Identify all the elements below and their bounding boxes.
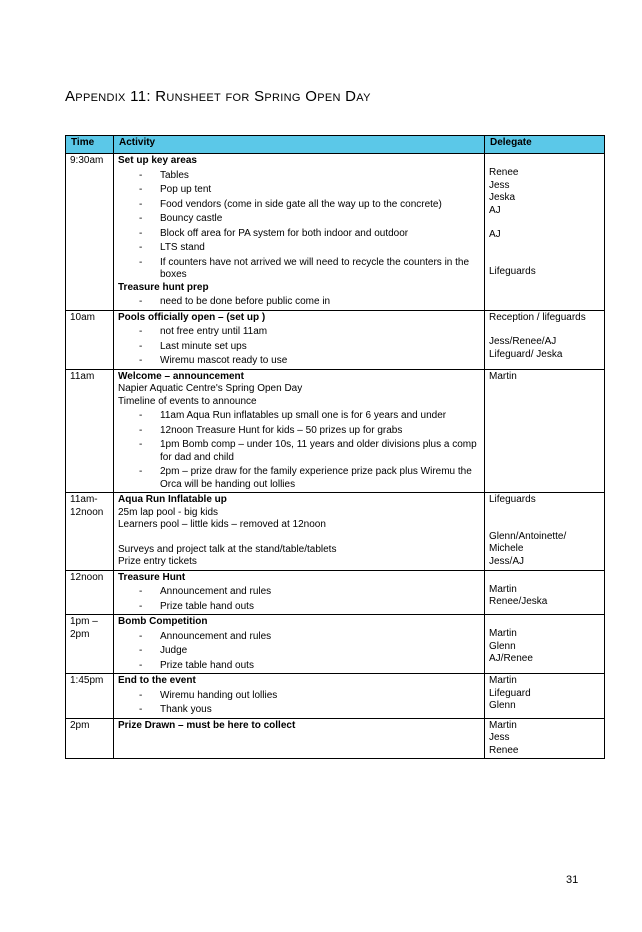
table-row (66, 154, 605, 311)
activity-cell (114, 674, 485, 719)
list-item: - Food vendors (come in side gate all the way up to the concrete) (139, 199, 480, 212)
table-row (66, 718, 605, 759)
column-header-activity: Activity (114, 136, 485, 154)
time-text: 2pm (70, 719, 90, 731)
time-text: 9:30am (70, 155, 104, 166)
delegate-name: Martin (489, 583, 517, 595)
time-text: 1pm – (70, 616, 98, 627)
bullet-list (118, 326, 480, 368)
list-item: - Judge (139, 645, 480, 658)
delegate-name: Jess (489, 732, 510, 743)
delegate-cell (485, 718, 605, 759)
activity-heading: Welcome – announcement (118, 370, 244, 382)
list-item: - Wiremu handing out lollies (139, 690, 480, 703)
time-cell (66, 154, 114, 311)
activity-heading: Bomb Competition (118, 616, 208, 627)
time-cell (66, 718, 114, 759)
bullet-list (118, 410, 480, 491)
activity-text: Surveys and project talk at the stand/table/tablets (118, 543, 337, 555)
time-cell (66, 310, 114, 369)
delegate-name (489, 572, 600, 584)
delegate-name: Glenn (489, 640, 516, 652)
list-item: - 1pm Bomb comp – under 10s, 11 years and older divisions plus a comp for dad and child (139, 439, 480, 464)
list-item: - LTS stand (139, 242, 480, 255)
spacer (118, 532, 480, 544)
delegate-name: Jeska (489, 192, 516, 203)
activity-cell (114, 369, 485, 493)
delegate-name: Lifeguards (489, 265, 536, 277)
list-item: - If counters have not arrived we will need to recycle the counters in the boxes (139, 257, 480, 282)
activity-text: Prize entry tickets (118, 556, 197, 567)
delegate-name (489, 242, 600, 254)
delegate-cell (485, 369, 605, 493)
delegate-name: Lifeguard/ Jeska (489, 348, 563, 360)
delegate-name (489, 217, 600, 229)
activity-heading: Aqua Run Inflatable up (118, 494, 227, 505)
list-item: - Prize table hand outs (139, 601, 480, 614)
table-row (66, 369, 605, 493)
page-number: 31 (566, 874, 579, 886)
delegate-cell (485, 493, 605, 571)
delegate-name: Renee/Jeska (489, 596, 548, 607)
time-text: 11am- (70, 494, 98, 505)
list-item: - Bouncy castle (139, 213, 480, 226)
runsheet-table (65, 135, 605, 759)
time-text: 11am (70, 370, 95, 382)
bullet-list (118, 296, 480, 309)
time-text: 2pm (70, 628, 90, 640)
list-item: - need to be done before public come in (139, 296, 480, 309)
delegate-name: Jess/Renee/AJ (489, 336, 557, 347)
bullet-list (118, 170, 480, 282)
activity-cell (114, 310, 485, 369)
delegate-name: AJ/Renee (489, 653, 533, 664)
list-item: - Announcement and rules (139, 586, 480, 599)
time-text: 12noon (70, 571, 104, 583)
activity-cell (114, 570, 485, 615)
delegate-cell (485, 615, 605, 674)
activity-text: 25m lap pool - big kids (118, 506, 219, 518)
time-text: 10am (70, 311, 96, 323)
column-header-delegate: Delegate (485, 136, 605, 154)
delegate-name (489, 507, 600, 519)
bullet-list (118, 631, 480, 673)
delegate-name: Martin (489, 628, 517, 639)
delegate-name: AJ (489, 204, 501, 216)
delegate-name: Jess (489, 179, 510, 191)
activity-text: Timeline of events to announce (118, 395, 257, 407)
delegate-name (489, 519, 600, 531)
delegate-name: Lifeguard (489, 687, 531, 699)
delegate-name (489, 254, 600, 266)
delegate-name: Renee (489, 744, 519, 756)
list-item: - Block off area for PA system for both indoor and outdoor (139, 228, 480, 241)
table-row (66, 615, 605, 674)
time-cell (66, 369, 114, 493)
delegate-cell (485, 674, 605, 719)
delegate-name: Martin (489, 719, 517, 731)
activity-heading: Treasure hunt prep (118, 281, 209, 293)
page-title: Appendix 11: Runsheet for Spring Open Day (65, 88, 371, 105)
time-text: 12noon (70, 506, 104, 518)
activity-heading: Treasure Hunt (118, 571, 186, 583)
list-item: - 2pm – prize draw for the family experience prize pack plus Wiremu the Orca will be handing out lollies (139, 466, 480, 491)
table-row (66, 674, 605, 719)
table-row (66, 310, 605, 369)
time-cell (66, 674, 114, 719)
activity-heading: Pools officially open – (set up ) (118, 311, 266, 323)
delegate-name: Martin (489, 675, 517, 686)
delegate-name: Reception / lifeguards (489, 311, 586, 323)
list-item: - Announcement and rules (139, 631, 480, 644)
column-header-time: Time (66, 136, 114, 154)
table-row (66, 493, 605, 571)
list-item: - Last minute set ups (139, 341, 480, 354)
activity-text: Learners pool – little kids – removed at 12noon (118, 519, 326, 530)
activity-heading: End to the event (118, 675, 196, 686)
delegate-cell (485, 570, 605, 615)
delegate-cell (485, 310, 605, 369)
time-cell (66, 570, 114, 615)
activity-cell (114, 718, 485, 759)
delegate-name: AJ (489, 229, 501, 240)
delegate-name (489, 616, 600, 628)
table-body (66, 154, 605, 759)
table-header-row (66, 136, 605, 154)
activity-cell (114, 493, 485, 571)
activity-heading: Set up key areas (118, 155, 197, 166)
activity-text: Napier Aquatic Centre's Spring Open Day (118, 383, 303, 394)
list-item: - Prize table hand outs (139, 660, 480, 673)
list-item: - Tables (139, 170, 480, 183)
activity-cell (114, 615, 485, 674)
delegate-name: Martin (489, 370, 517, 382)
list-item: - 11am Aqua Run inflatables up small one is for 6 years and under (139, 410, 480, 423)
activity-heading: Prize Drawn – must be here to collect (118, 719, 296, 731)
bullet-list (118, 690, 480, 717)
list-item: - Pop up tent (139, 184, 480, 197)
activity-cell (114, 154, 485, 311)
delegate-name (489, 324, 600, 336)
delegate-name: Michele (489, 543, 524, 554)
list-item: - not free entry until 11am (139, 326, 480, 339)
time-cell (66, 493, 114, 571)
delegate-name: Lifeguards (489, 494, 536, 505)
list-item: - 12noon Treasure Hunt for kids – 50 prizes up for grabs (139, 425, 480, 438)
delegate-cell (485, 154, 605, 311)
delegate-name: Glenn/Antoinette/ (489, 530, 567, 542)
list-item: - Thank yous (139, 704, 480, 717)
time-cell (66, 615, 114, 674)
delegate-name: Renee (489, 167, 519, 178)
delegate-name: Glenn (489, 700, 516, 711)
delegate-name (489, 155, 600, 167)
delegate-name: Jess/AJ (489, 555, 525, 567)
list-item: - Wiremu mascot ready to use (139, 355, 480, 368)
bullet-list (118, 586, 480, 613)
table-row (66, 570, 605, 615)
time-text: 1:45pm (70, 675, 104, 686)
